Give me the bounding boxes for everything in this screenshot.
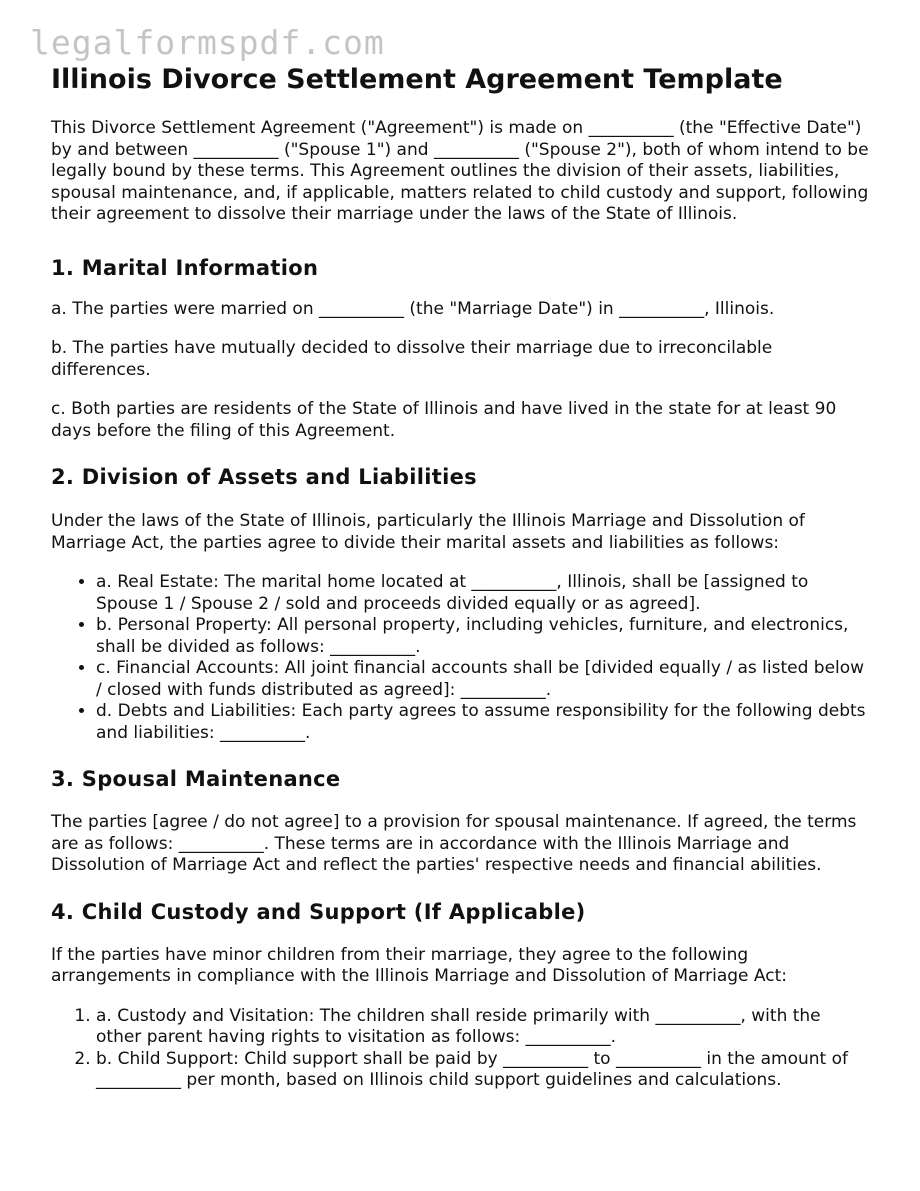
list-item: 2. b. Child Support: Child support shall be paid by __________ to __________ in the amount of __________ per month, based on Illinois child support guidelines and calculations. xyxy=(96,1049,871,1092)
watermark: legalformspdf.com xyxy=(30,23,385,62)
list-item: • a. Real Estate: The marital home located at __________, Illinois, shall be [assigned to Spouse 1 / Spouse 2 / sold and proceeds divided equally or as agreed]. xyxy=(96,572,871,615)
document-title: Illinois Divorce Settlement Agreement Template xyxy=(51,64,783,95)
list-item: 1. a. Custody and Visitation: The children shall reside primarily with __________, with the other parent having rights to visitation as follows: __________. xyxy=(96,1006,871,1049)
list-item: • b. Personal Property: All personal property, including vehicles, furniture, and electronics, shall be divided as follows: __________. xyxy=(96,615,871,658)
section-2-heading: 2. Division of Assets and Liabilities xyxy=(51,465,477,489)
section-1-heading: 1. Marital Information xyxy=(51,255,319,280)
section-3-heading: 3. Spousal Maintenance xyxy=(51,767,341,791)
section-2-list xyxy=(51,572,871,744)
section-4-paragraph: If the parties have minor children from their marriage, they agree to the following arrangements in compliance with the Illinois Marriage and Dissolution of Marriage Act: xyxy=(51,944,787,986)
intro-paragraph: This Divorce Settlement Agreement ("Agreement") is made on __________ (the "Effective Date") by and between __________ ("Spouse 1") and __________ ("Spouse 2"), both of whom intend to be legally bound by these terms. This Agreement outlines the division of their assets, liabilities, spousal maintenance, and, if applicable, matters related to child custody and support, following their agreement to dissolve their marriage under the laws of the State of Illinois. xyxy=(51,118,869,224)
list-item: • c. Financial Accounts: All joint financial accounts shall be [divided equally / as listed below / closed with funds distributed as agreed]: __________. xyxy=(96,658,871,701)
section-3-paragraph: The parties [agree / do not agree] to a provision for spousal maintenance. If agreed, the terms are as follows: __________. These terms are in accordance with the Illinois Marriage and Dissolution of Marriage Act and reflect the parties' respective needs and financial abilities. xyxy=(51,812,857,875)
section-1-paragraph-b: b. The parties have mutually decided to dissolve their marriage due to irreconcilable differences. xyxy=(51,338,773,380)
section-4-list xyxy=(51,1006,871,1092)
section-1-paragraph-c: c. Both parties are residents of the State of Illinois and have lived in the state for at least 90 days before the filing of this Agreement. xyxy=(51,399,837,441)
section-2-paragraph: Under the laws of the State of Illinois, particularly the Illinois Marriage and Dissolution of Marriage Act, the parties agree to divide their marital assets and liabilities as follows: xyxy=(51,511,805,553)
document-page xyxy=(51,60,871,1092)
section-1-paragraph-a: a. The parties were married on __________ (the "Marriage Date") in __________, Illinois. xyxy=(51,298,775,319)
list-item: • d. Debts and Liabilities: Each party agrees to assume responsibility for the following debts and liabilities: __________. xyxy=(96,701,871,744)
section-4-heading: 4. Child Custody and Support (If Applicable) xyxy=(51,899,586,924)
